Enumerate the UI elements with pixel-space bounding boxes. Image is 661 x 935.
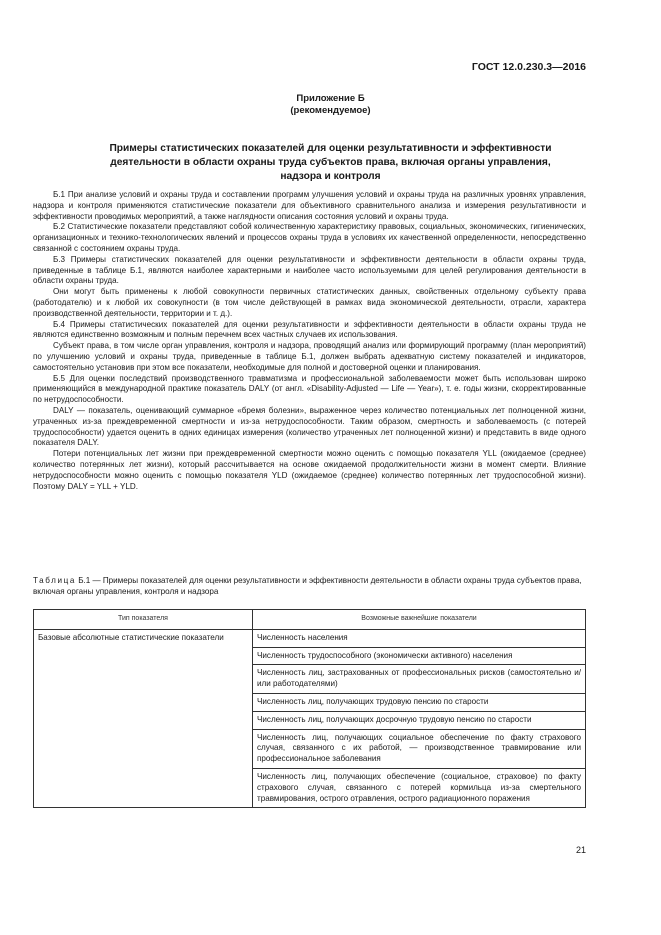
indicators-table bbox=[33, 609, 586, 808]
body-text bbox=[33, 190, 586, 492]
table-row bbox=[34, 629, 586, 647]
section-title bbox=[70, 142, 591, 184]
annex-title: Приложение Б bbox=[296, 93, 365, 104]
section-title-line: надзора и контроля bbox=[280, 171, 381, 182]
section-title-line: Примеры статистических показателей для оценки результативности и эффективности bbox=[109, 143, 552, 154]
paragraph: Б.1 При анализе условий и охраны труда и составлении программ улучшения условий и охраны труда на различных уровнях управления, надзора и контроля применяются статистические показатели для объективного сравнительного анализа и измерения результативности и эффективности проводимых мероприятий, а также наглядности описания состояния условий и охраны труда. bbox=[33, 190, 586, 221]
table-caption bbox=[33, 576, 586, 598]
table-cell: Численность лиц, получающих социальное обеспечение по факту страхового случая, связанного с их работой, — производственнoe травмирование или профессиональное заболевания bbox=[253, 729, 586, 768]
table-caption-text: Б.1 — Примеры показателей для оценки результативности и эффективности деятельности в области охраны труда субъектов права, включая органы управления, контроля и надзора bbox=[33, 576, 582, 596]
paragraph: Потери потенциальных лет жизни при преждевременной смертности можно оценить с помощью показателя YLL (ожидаемое (среднее) количество потерянных лет жизни), который рассчитывается на основе ожидаемой продолжительности жизни в момент смерти. Влияние нетрудоспособности можно оценить с помощью показателя YLD (ожидаемое (среднее) количество потерянных лет трудоспособной жизни). Поэтому DALY = YLL + YLD. bbox=[33, 449, 586, 491]
table-cell: Численность лиц, получающих трудовую пенсию по старости bbox=[253, 693, 586, 711]
section-title-line: деятельности в области охраны труда субъектов права, включая органы управления, bbox=[110, 157, 551, 168]
table-cell: Численность лиц, получающих досрочную трудовую пенсию по старости bbox=[253, 711, 586, 729]
annex-status: (рекомендуемое) bbox=[290, 105, 371, 116]
paragraph: Б.2 Статистические показатели представляют собой количественную характеристику правовых, социальных, экономических, гигиенических, организационных и технико-технологических явлений и процессов охраны труда в условиях их качественной определенности, непосредственно связанной с состоянием охраны труда. bbox=[33, 222, 586, 253]
table-cell: Численность трудоспособного (экономически активного) населения bbox=[253, 647, 586, 665]
indicator-group-label: Базовые абсолютные статистические показатели bbox=[34, 629, 253, 808]
column-header-indicators: Возможные важнейшие показатели bbox=[253, 610, 586, 630]
column-header-type: Тип показателя bbox=[34, 610, 253, 630]
table-cell: Численность лиц, получающих обеспечение (социальное, страховое) по факту страхового случая, связанного с потерей кормильца из-за смертельного травмирования, острого отравления, острого радиационного поражения bbox=[253, 768, 586, 807]
table-cell: Численность лиц, застрахованных от профессиональных рисков (самостоятельно и/или работодателями) bbox=[253, 665, 586, 694]
paragraph: Б.3 Примеры статистических показателей для оценки результативности и эффективности деятельности в области охраны труда, приведенные в таблице Б.1, являются наиболее характерными и наиболее часто используемыми для целей регулирования деятельности в области охраны труда. bbox=[33, 254, 586, 286]
paragraph: Б.5 Для оценки последствий производственного травматизма и профессиональной заболеваемости может быть использован широко применяющийся в международной практике показатель DALY (от англ. «Disability-Adjusted — Life — Year»), т. е. годы жизни, скорректированные по нетрудоспособности. bbox=[33, 373, 586, 405]
table-header-row bbox=[34, 610, 586, 630]
paragraph: Субъект права, в том числе орган управления, контроля и надзора, проводящий анализ или формирующий программу (план мероприятий) по улучшению условий и охраны труда, приведенные в таблице Б.1, должен выбрать адекватную систему показателей и индикаторов, самостоятельно установив при этом все показатели, необходимые для полной и достоверной оценки и планирования. bbox=[33, 341, 586, 372]
document-code: ГОСТ 12.0.230.3—2016 bbox=[471, 61, 586, 73]
table-caption-label: Таблица bbox=[33, 576, 76, 585]
paragraph: DALY — показатель, оценивающий суммарное «бремя болезни», выраженное через количество потенциальных лет полноценной жизни, утраченных из-за преждевременной смертности и из-за нетрудоспособности. Таким образом, смертность и заболеваемость (с потерей трудоспособности) удается оценить в одних единицах измерения (количество утраченных лет полноценной жизни) и представить в виде одного показателя DALY. bbox=[33, 405, 586, 448]
paragraph: Они могут быть применены к любой совокупности первичных статистических данных, свойственных отдельному субъекту права (работодателю) и к любой их совокупности (в том числе действующей в рамках вида экономической деятельности, отрасли, характера производственной деятельности, территории и т. д.). bbox=[33, 287, 586, 318]
page-number: 21 bbox=[575, 845, 586, 855]
paragraph: Б.4 Примеры статистических показателей для оценки результативности и эффективности деятельности в области охраны труда не являются единственно возможным и полным перечнем всех частных случаев их использования. bbox=[33, 319, 586, 340]
table-cell: Численность населения bbox=[253, 629, 586, 647]
